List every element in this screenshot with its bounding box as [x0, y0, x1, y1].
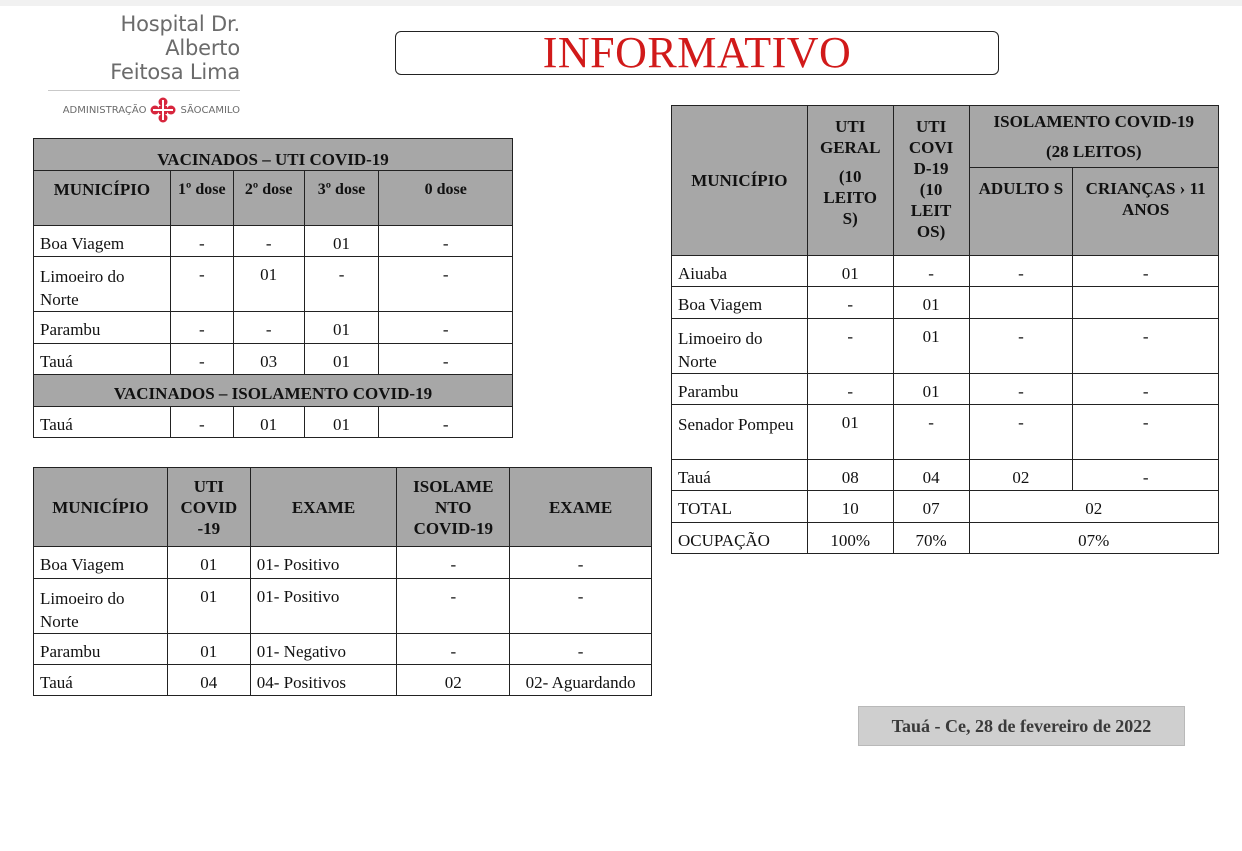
cell: - — [233, 226, 304, 257]
cell: - — [304, 257, 379, 312]
cell: 01 — [304, 226, 379, 257]
ocup-header-uti-covid-capacity: (10 LEIT OS) — [910, 180, 952, 241]
ocup-header-isolamento-capacity: (28 LEITOS) — [1045, 141, 1142, 161]
title-box — [395, 28, 999, 77]
cell: - — [379, 312, 513, 344]
cell: Senador Pompeu — [672, 405, 808, 460]
table-row — [34, 547, 652, 579]
cell — [1073, 287, 1219, 319]
cell: - — [969, 319, 1073, 374]
cell — [969, 287, 1073, 319]
cell: - — [379, 344, 513, 375]
cell: 02 — [397, 665, 510, 696]
cell: Parambu — [672, 374, 808, 405]
cell: - — [379, 226, 513, 257]
cell: Limoeiro do Norte — [34, 257, 171, 312]
cell: - — [807, 374, 893, 405]
cell: - — [397, 547, 510, 579]
cell: Tauá — [34, 344, 171, 375]
ocup-header-isolamento — [969, 106, 1219, 168]
ocup-header-municipio: MUNICÍPIO — [672, 106, 808, 256]
cell: Boa Viagem — [34, 547, 168, 579]
table-row — [34, 665, 652, 696]
table-row — [34, 579, 652, 634]
cell: Parambu — [34, 312, 171, 344]
cell: 03 — [233, 344, 304, 375]
ocupacao-row — [672, 523, 1219, 554]
cell: 01 — [233, 407, 304, 438]
cell: 04- Positivos — [250, 665, 397, 696]
cell: 02 — [969, 491, 1219, 523]
logo-administracao-text: ADMINISTRAÇÃO — [62, 104, 147, 116]
cell: - — [893, 405, 969, 460]
cell: 02- Aguardando — [510, 665, 652, 696]
cell: 01 — [304, 312, 379, 344]
page-title: INFORMATIVO — [542, 28, 852, 77]
cell: 01 — [167, 579, 250, 634]
cell: 01 — [304, 407, 379, 438]
date-location-text: Tauá - Ce, 28 de fevereiro de 2022 — [891, 716, 1152, 736]
exame-header-municipio: MUNICÍPIO — [34, 468, 168, 547]
table-row — [672, 256, 1219, 287]
cell: Tauá — [672, 460, 808, 491]
table-row — [672, 287, 1219, 319]
cell: - — [379, 407, 513, 438]
table-row — [34, 634, 652, 665]
cell: Limoeiro do Norte — [672, 319, 808, 374]
exames-table — [33, 467, 652, 696]
cell: - — [397, 579, 510, 634]
cell: - — [807, 319, 893, 374]
cell: 01 — [893, 374, 969, 405]
top-strip — [0, 0, 1242, 6]
cell: Boa Viagem — [672, 287, 808, 319]
cell: OCUPAÇÃO — [672, 523, 808, 554]
cell: - — [1073, 374, 1219, 405]
cell: - — [510, 634, 652, 665]
vac-header-dose0: 0 dose — [379, 171, 513, 226]
cell: 04 — [167, 665, 250, 696]
cell: 01 — [893, 287, 969, 319]
logo-administration — [44, 97, 240, 123]
cell: - — [510, 579, 652, 634]
table-row — [672, 374, 1219, 405]
vac-header-dose3: 3º dose — [304, 171, 379, 226]
ocup-header-criancas: CRIANÇAS › 11 ANOS — [1073, 168, 1219, 256]
cell: - — [170, 226, 233, 257]
exame-header-exame-2: EXAME — [510, 468, 652, 547]
cell: 01 — [233, 257, 304, 312]
vacinados-isolamento-section-title: VACINADOS – ISOLAMENTO COVID-19 — [34, 375, 513, 407]
cell: 01 — [807, 405, 893, 460]
cell: - — [893, 256, 969, 287]
vac-header-dose2: 2º dose — [233, 171, 304, 226]
cell: - — [170, 344, 233, 375]
total-row — [672, 491, 1219, 523]
vac-header-municipio: MUNICÍPIO — [34, 171, 171, 226]
logo-divider — [48, 90, 240, 91]
cell: 07 — [893, 491, 969, 523]
cell: 01 — [304, 344, 379, 375]
cell: 01- Negativo — [250, 634, 397, 665]
vacinados-uti-section-title: VACINADOS – UTI COVID-19 — [34, 139, 513, 171]
cell: 08 — [807, 460, 893, 491]
cell: - — [170, 257, 233, 312]
cell: 04 — [893, 460, 969, 491]
ocup-header-uti-geral — [807, 106, 893, 256]
ocup-header-isolamento-label: ISOLAMENTO COVID-19 — [993, 111, 1194, 131]
table-row — [672, 405, 1219, 460]
table-row — [672, 319, 1219, 374]
table-row — [34, 226, 513, 257]
exame-header-uti-covid: UTI COVID -19 — [167, 468, 250, 547]
cell: Parambu — [34, 634, 168, 665]
cell: - — [233, 312, 304, 344]
cell: - — [969, 256, 1073, 287]
cell: 02 — [969, 460, 1073, 491]
cell: Tauá — [34, 665, 168, 696]
table-row — [34, 257, 513, 312]
table-row — [34, 344, 513, 375]
sao-camilo-cross-icon — [150, 97, 176, 123]
table-row — [672, 460, 1219, 491]
cell: - — [1073, 405, 1219, 460]
cell: 01- Positivo — [250, 579, 397, 634]
cell: - — [170, 407, 233, 438]
cell: - — [397, 634, 510, 665]
cell: 01 — [167, 547, 250, 579]
logo-line-2: Feitosa Lima — [110, 60, 240, 84]
cell: - — [969, 374, 1073, 405]
cell: Limoeiro do Norte — [34, 579, 168, 634]
cell: 01 — [167, 634, 250, 665]
ocupacao-table — [671, 105, 1219, 554]
ocup-header-uti-covid — [893, 106, 969, 256]
cell: - — [170, 312, 233, 344]
cell: 100% — [807, 523, 893, 554]
date-location-box — [858, 706, 1185, 746]
cell: TOTAL — [672, 491, 808, 523]
logo-saocamilo-text: SÃOCAMILO — [180, 104, 240, 116]
cell: Tauá — [34, 407, 171, 438]
vacinados-table — [33, 138, 513, 438]
exame-header-isolamento: ISOLAME NTO COVID-19 — [397, 468, 510, 547]
cell: 01 — [893, 319, 969, 374]
cell: - — [1073, 460, 1219, 491]
hospital-logo — [44, 12, 240, 123]
cell: Aiuaba — [672, 256, 808, 287]
table-row — [34, 407, 513, 438]
cell: - — [1073, 256, 1219, 287]
ocup-header-adultos: ADULTO S — [969, 168, 1073, 256]
cell: 01- Positivo — [250, 547, 397, 579]
table-row — [34, 312, 513, 344]
cell: - — [1073, 319, 1219, 374]
cell: - — [807, 287, 893, 319]
logo-line-1: Hospital Dr. Alberto — [120, 12, 240, 60]
ocup-header-uti-covid-label: UTI COVI D-19 — [908, 117, 954, 178]
cell: 07% — [969, 523, 1219, 554]
exame-header-exame-1: EXAME — [250, 468, 397, 547]
cell: 70% — [893, 523, 969, 554]
cell: 01 — [807, 256, 893, 287]
cell: - — [969, 405, 1073, 460]
vac-header-dose1: 1º dose — [170, 171, 233, 226]
cell: - — [510, 547, 652, 579]
cell: - — [379, 257, 513, 312]
cell: Boa Viagem — [34, 226, 171, 257]
ocup-header-uti-geral-label: UTI GERAL — [819, 117, 881, 157]
cell: 10 — [807, 491, 893, 523]
ocup-header-uti-geral-capacity: (10 LEITO S) — [823, 167, 877, 228]
